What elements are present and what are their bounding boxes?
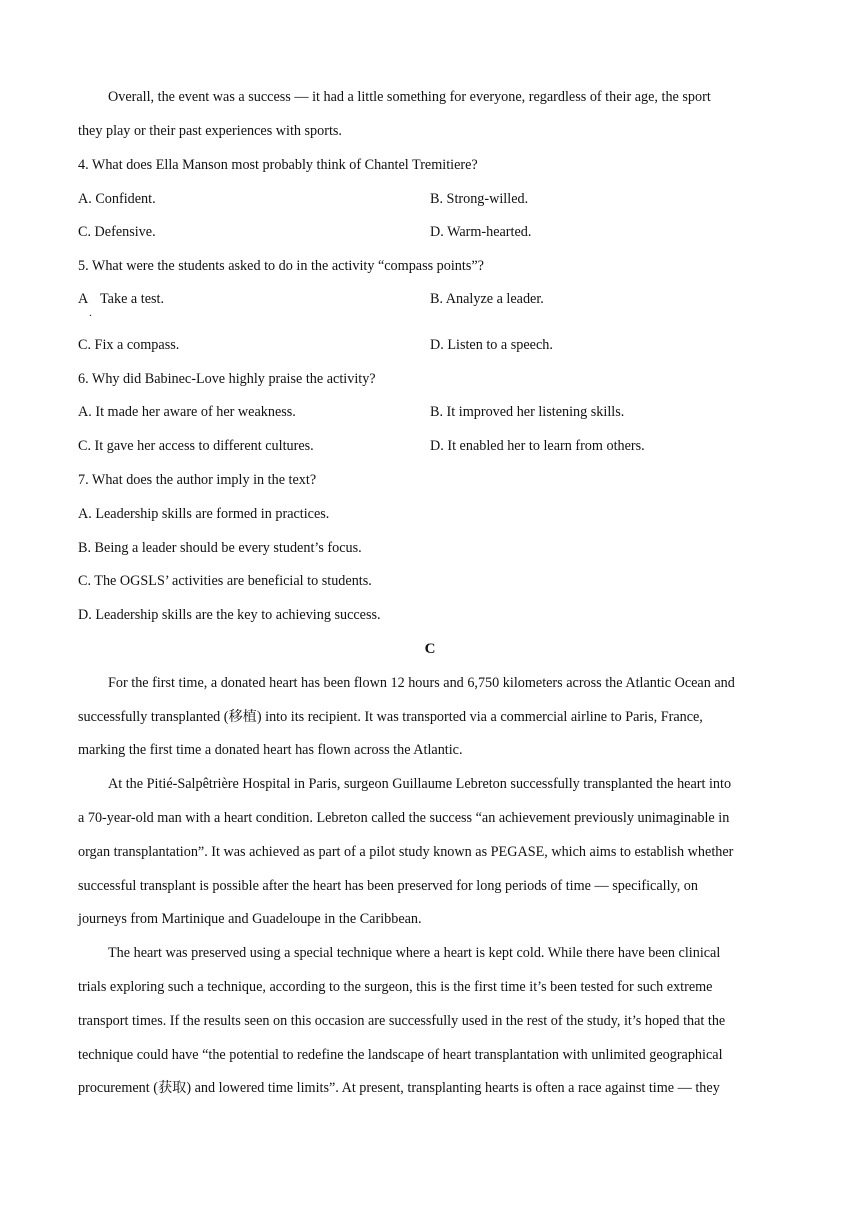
paragraph-line: procurement (获取) and lowered time limits”. At present, transplanting hearts is often a race against time — they [78,1080,720,1096]
paragraph-line: a 70-year-old man with a heart condition. Lebreton called the success “an achievement previously unimaginable in [78,810,730,826]
q6-option-b: B. It improved her listening skills. [430,404,625,420]
question-7-stem: 7. What does the author imply in the text? [78,472,317,488]
q4-option-c: C. Defensive. [78,224,156,240]
q6-option-a: A. It made her aware of her weakness. [78,404,296,420]
paragraph-line: transport times. If the results seen on this occasion are successfully used in the rest of the study, it’s hoped that the [78,1013,726,1029]
q7-option-c: C. The OGSLS’ activities are beneficial to students. [78,573,372,589]
q5-option-c: C. Fix a compass. [78,337,180,353]
paragraph-line: journeys from Martinique and Guadeloupe in the Caribbean. [78,911,422,927]
paragraph-line: marking the first time a donated heart has flown across the Atlantic. [78,742,463,758]
paragraph-line: successful transplant is possible after the heart has been preserved for long periods of time — specifically, on [78,878,698,894]
option-dot: . [89,305,92,319]
q6-option-c: C. It gave her access to different cultures. [78,438,314,454]
paragraph-line: The heart was preserved using a special technique where a heart is kept cold. While there have been clinical [108,945,721,961]
q6-option-d: D. It enabled her to learn from others. [430,438,645,454]
paragraph-line: technique could have “the potential to redefine the landscape of heart transplantation with unlimited geographical [78,1047,723,1063]
paragraph-line: Overall, the event was a success — it had a little something for everyone, regardless of their age, the sport [108,89,711,105]
paragraph-line: For the first time, a donated heart has been flown 12 hours and 6,750 kilometers across the Atlantic Ocean and [108,675,735,691]
paragraph-line: trials exploring such a technique, according to the surgeon, this is the first time it’s been tested for such extreme [78,979,713,995]
section-heading: C [424,641,436,657]
question-5-stem: 5. What were the students asked to do in the activity “compass points”? [78,258,484,274]
q5-option-d: D. Listen to a speech. [430,337,553,353]
q5-option-a-letter: A [78,291,89,307]
q7-option-a: A. Leadership skills are formed in practices. [78,506,330,522]
q7-option-d: D. Leadership skills are the key to achieving success. [78,607,381,623]
paragraph-line: successfully transplanted (移植) into its recipient. It was transported via a commercial airline to Paris, France, [78,709,703,725]
q4-option-a: A. Confident. [78,191,156,207]
paragraph-line: organ transplantation”. It was achieved as part of a pilot study known as PEGASE, which aims to establish whether [78,844,734,860]
q4-option-d: D. Warm-hearted. [430,224,532,240]
question-4-stem: 4. What does Ella Manson most probably think of Chantel Tremitiere? [78,157,478,173]
q5-option-b: B. Analyze a leader. [430,291,544,307]
q7-option-b: B. Being a leader should be every student’s focus. [78,540,362,556]
paragraph-line: they play or their past experiences with sports. [78,123,342,139]
q5-option-a-text: Take a test. [100,291,165,307]
q4-option-b: B. Strong-willed. [430,191,529,207]
paragraph-line: At the Pitié-Salpêtrière Hospital in Paris, surgeon Guillaume Lebreton successfully transplanted the heart into [108,776,732,792]
question-6-stem: 6. Why did Babinec-Love highly praise the activity? [78,371,376,387]
